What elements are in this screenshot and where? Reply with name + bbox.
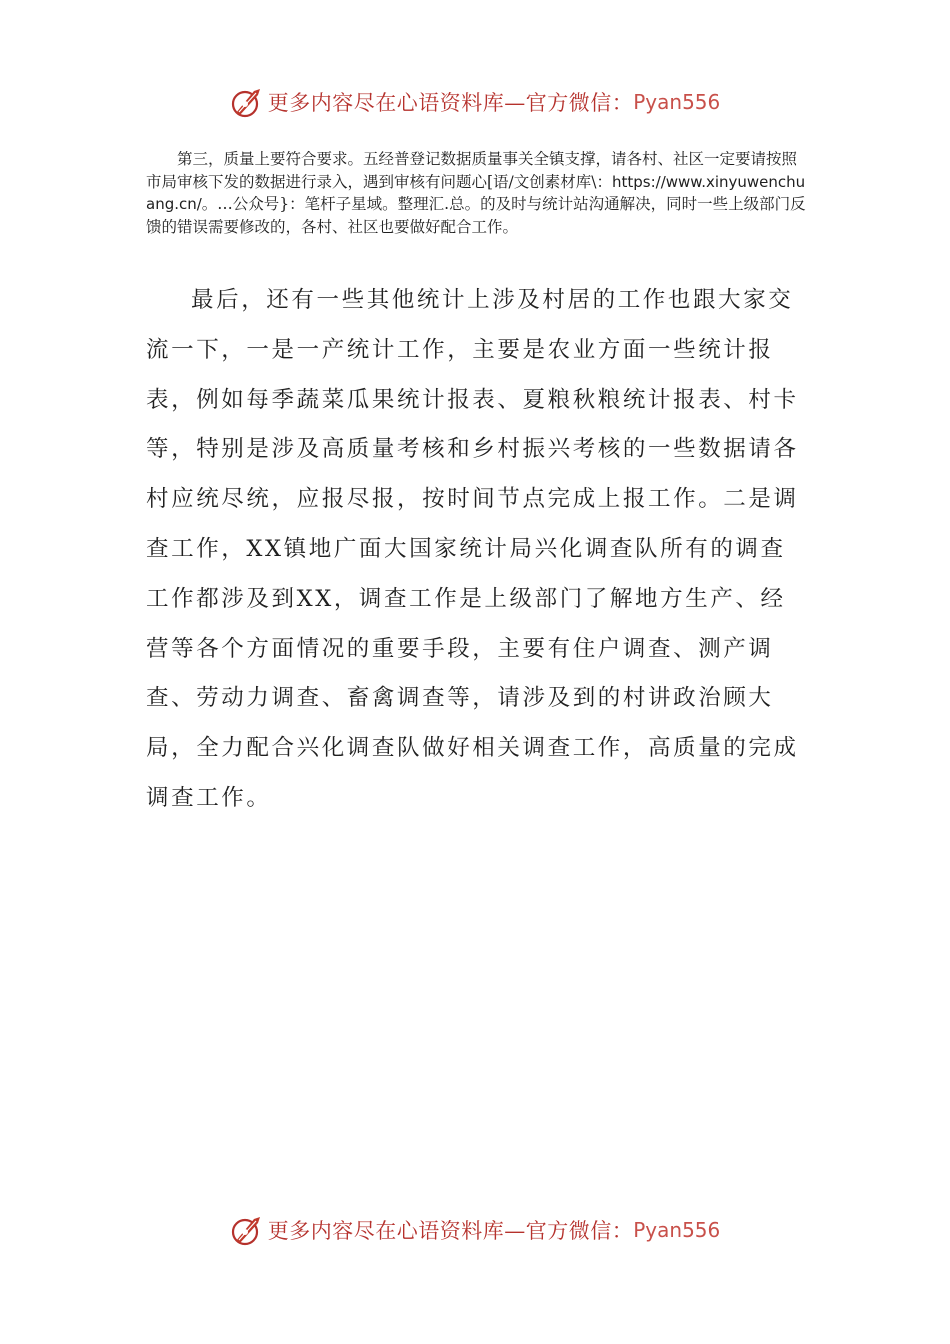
header-brand-text: 更多内容尽在心语资料库—官方微信： bbox=[267, 91, 634, 115]
header-contact-id: Pyan556 bbox=[633, 90, 721, 114]
footer-banner bbox=[0, 1210, 950, 1250]
footer-brand-text: 更多内容尽在心语资料库—官方微信： bbox=[267, 1219, 634, 1243]
quill-pen-logo-icon bbox=[230, 1213, 264, 1247]
footer-contact-id: Pyan556 bbox=[633, 1218, 721, 1242]
header-banner bbox=[0, 82, 950, 122]
small-text-paragraph bbox=[146, 148, 806, 238]
quill-pen-logo-icon bbox=[230, 85, 264, 119]
small-paragraph-part2: 。…公众号}：笔杆子星域。整理汇.总。的及时与统计站沟通解决，同时一些上级部门反馈的错误需要修改的，各村、社区也要做好配合工作。 bbox=[146, 195, 806, 236]
small-paragraph-url: https://www.xinyuwenchuang.cn/ bbox=[146, 172, 806, 213]
main-body-paragraph: 最后，还有一些其他统计上涉及村居的工作也跟大家交流一下，一是一产统计工作，主要是农业方面一些统计报表，例如每季蔬菜瓜果统计报表、夏粮秋粮统计报表、村卡等，特别是涉及高质量考核和乡村振兴考核的一些数据请各村应统尽统，应报尽报，按时间节点完成上报工作。二是调查工作，XX镇地广面大国家统计局兴化调查队所有的调查工作都涉及到XX，调查工作是上级部门了解地方生产、经营等各个方面情况的重要手段，主要有住户调查、测产调查、劳动力调查、畜禽调查等，请涉及到的村讲政治顾大局，全力配合兴化调查队做好相关调查工作，高质量的完成调查工作。 bbox=[146, 287, 799, 811]
small-paragraph-part1: 第三，质量上要符合要求。五经普登记数据质量事关全镇支撑，请各村、社区一定要请按照市局审核下发的数据进行录入，遇到审核有问题心[语/文创素材库\： bbox=[146, 150, 798, 191]
